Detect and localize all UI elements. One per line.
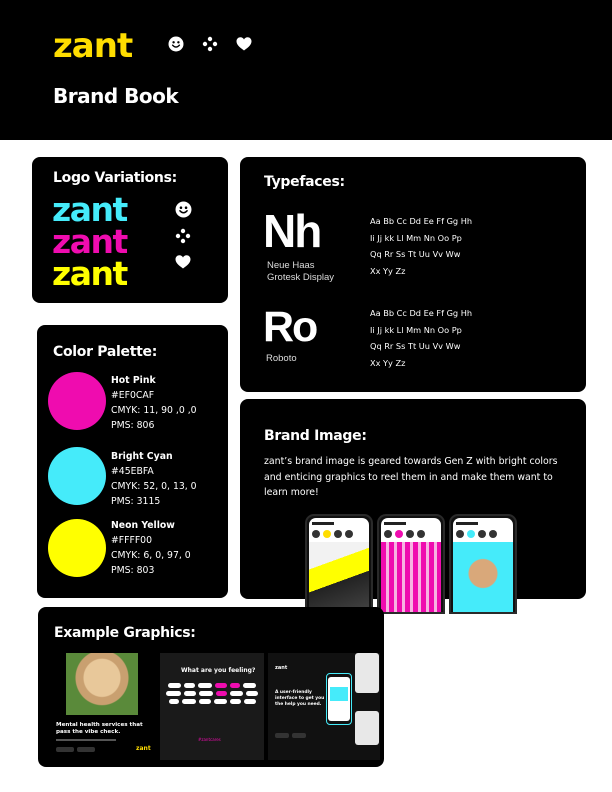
color-name: Bright Cyan	[111, 451, 173, 462]
brand-image-title: Brand Image:	[264, 428, 367, 444]
smiley-icon	[175, 201, 192, 218]
alphabet-line: Xx Yy Zz	[370, 357, 406, 368]
alphabet-line: Qq Rr Ss Tt Uu Vv Ww	[370, 249, 461, 260]
feeling-chip	[166, 691, 181, 696]
feeling-chip	[198, 683, 212, 688]
typefaces-title: Typefaces:	[264, 174, 345, 190]
color-hex: #FFFF00	[111, 535, 153, 546]
feeling-chip	[230, 683, 240, 688]
font-alphabet	[370, 213, 472, 279]
feeling-chip	[243, 683, 256, 688]
ad-logo: zant	[136, 745, 151, 752]
feeling-chip	[199, 691, 213, 696]
phone-mockup	[449, 514, 517, 614]
alphabet-line: Xx Yy Zz	[370, 265, 406, 276]
brand-image-description: zant’s brand image is geared towards Gen Z with bright colors and enticing graphics to reel them in and make them want to learn more!	[264, 456, 558, 498]
feeling-chip	[230, 699, 241, 704]
color-cmyk: CMYK: 52, 0, 13, 0	[111, 481, 197, 492]
color-pms: PMS: 803	[111, 565, 155, 576]
feeling-chip	[182, 699, 196, 704]
example-ad-interface	[268, 653, 380, 760]
palette-title: Color Palette:	[53, 344, 157, 360]
feeling-chip	[168, 683, 181, 688]
color-info	[111, 518, 191, 578]
font-alphabet	[370, 305, 472, 371]
color-pms: PMS: 806	[111, 420, 155, 431]
feeling-chip	[244, 699, 256, 704]
logo-variations-card	[32, 157, 228, 303]
color-palette-card	[37, 325, 228, 598]
alphabet-line: Ii Jj kk Ll Mm Nn Oo Pp	[370, 324, 462, 335]
ad-question: What are you feeling?	[181, 667, 256, 674]
examples-title: Example Graphics:	[54, 625, 196, 641]
heart-icon	[236, 36, 252, 52]
example-ad-mental-health	[50, 653, 153, 760]
ad-headline: interface to get you	[275, 696, 325, 701]
brand-logo: zant	[53, 26, 133, 66]
header-banner	[0, 0, 612, 140]
ad-headline: Mental health services that	[56, 722, 143, 728]
ad-hashtag: #zantcares	[198, 737, 221, 742]
logo-cyan: zant	[52, 190, 127, 229]
alphabet-line: Aa Bb Cc Dd Ee Ff Gg Hh	[370, 308, 473, 318]
example-graphics-card	[38, 607, 384, 767]
swatch-hot-pink	[48, 372, 106, 430]
brand-icons	[168, 36, 252, 52]
ad-headline: A user-friendly	[275, 690, 312, 695]
alphabet-line: Aa Bb Cc Dd Ee Ff Gg Hh	[370, 216, 473, 226]
color-hex: #EF0CAF	[111, 390, 155, 401]
feeling-chip	[184, 691, 196, 696]
feeling-chip	[169, 699, 179, 704]
swatch-bright-cyan	[48, 447, 106, 505]
swatch-neon-yellow	[48, 519, 106, 577]
smiley-icon	[168, 36, 184, 52]
feeling-chips	[166, 683, 258, 704]
dots-icon	[175, 228, 191, 244]
phone-mockup	[377, 514, 445, 614]
logo-pink: zant	[52, 222, 127, 261]
logo-yellow: zant	[52, 254, 127, 293]
heart-icon	[175, 254, 191, 270]
color-name: Neon Yellow	[111, 520, 175, 531]
phone-mockup	[305, 514, 373, 614]
ad-headline: the help you need.	[275, 702, 322, 707]
ad-logo: zant	[275, 665, 288, 671]
font-name: Roboto	[266, 353, 297, 364]
dots-icon	[202, 36, 218, 52]
feeling-chip	[216, 691, 227, 696]
feeling-chip	[230, 691, 243, 696]
color-info	[111, 373, 197, 433]
feeling-chip	[199, 699, 211, 704]
example-ad-feelings	[160, 653, 264, 760]
color-pms: PMS: 3115	[111, 496, 161, 507]
feeling-chip	[184, 683, 195, 688]
feeling-chip	[214, 699, 227, 704]
color-hex: #45EBFA	[111, 466, 154, 477]
page-title: Brand Book	[53, 84, 179, 108]
feeling-chip	[246, 691, 258, 696]
color-name: Hot Pink	[111, 375, 156, 386]
color-cmyk: CMYK: 6, 0, 97, 0	[111, 550, 191, 561]
logo-variations-title: Logo Variations:	[53, 170, 177, 186]
font-name: Grotesk Display	[267, 272, 335, 283]
font-sample-glyph: Nh	[263, 205, 321, 257]
font-sample-glyph: Ro	[263, 303, 317, 351]
color-cmyk: CMYK: 11, 90 ,0 ,0	[111, 405, 197, 416]
feeling-chip	[215, 683, 227, 688]
alphabet-line: Ii Jj kk Ll Mm Nn Oo Pp	[370, 232, 462, 243]
ad-headline: pass the vibe check.	[56, 729, 121, 735]
font-name: Neue Haas	[267, 260, 315, 271]
color-info	[111, 449, 197, 509]
alphabet-line: Qq Rr Ss Tt Uu Vv Ww	[370, 341, 461, 352]
typefaces-card	[240, 157, 586, 392]
brand-image-card	[240, 399, 586, 599]
